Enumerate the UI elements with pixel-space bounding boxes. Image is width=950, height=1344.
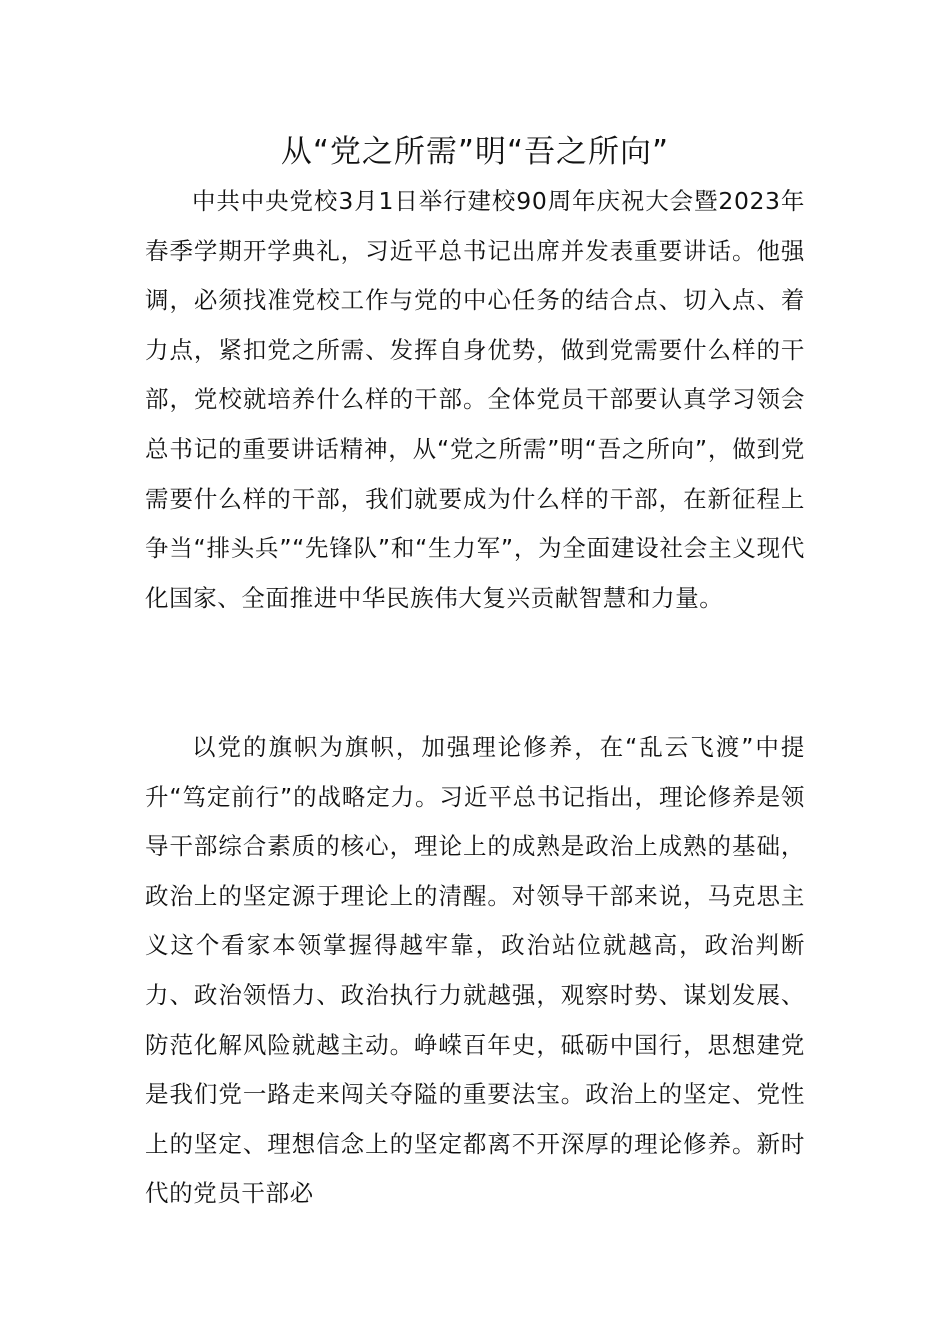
paragraph-theory: 以党的旗帜为旗帜，加强理论修养，在“乱云飞渡”中提升“笃定前行”的战略定力。习近平总书记指出，理论修养是领导干部综合素质的核心，理论上的成熟是政治上成熟的基础，政治上的坚定源于理论上的清醒。对领导干部来说，马克思主义这个看家本领掌握得越牢靠，政治站位就越高，政治判断力、政治领悟力、政治执行力就越强，观察时势、谋划发展、防范化解风险就越主动。峥嵘百年史，砥砺中国行，思想建党是我们党一路走来闯关夺隘的重要法宝。政治上的坚定、党性上的坚定、理想信念上的坚定都离不开深厚的理论修养。新时代的党员干部必 [145, 733, 805, 1208]
paragraph-intro: 中共中央党校3月1日举行建校90周年庆祝大会暨2023年春季学期开学典礼，习近平总书记出席并发表重要讲话。他强调，必须找准党校工作与党的中心任务的结合点、切入点、着力点，紧扣党之所需、发挥自身优势，做到党需要什么样的干部，党校就培养什么样的干部。全体党员干部要认真学习领会总书记的重要讲话精神，从“党之所需”明“吾之所向”，做到党需要什么样的干部，我们就要成为什么样的干部，在新征程上争当“排头兵”“先锋队”和“生力军”，为全面建设社会主义现代化国家、全面推进中华民族伟大复兴贡献智慧和力量。 [145, 187, 805, 612]
document-title: 从“党之所需”明“吾之所向” [280, 134, 670, 170]
